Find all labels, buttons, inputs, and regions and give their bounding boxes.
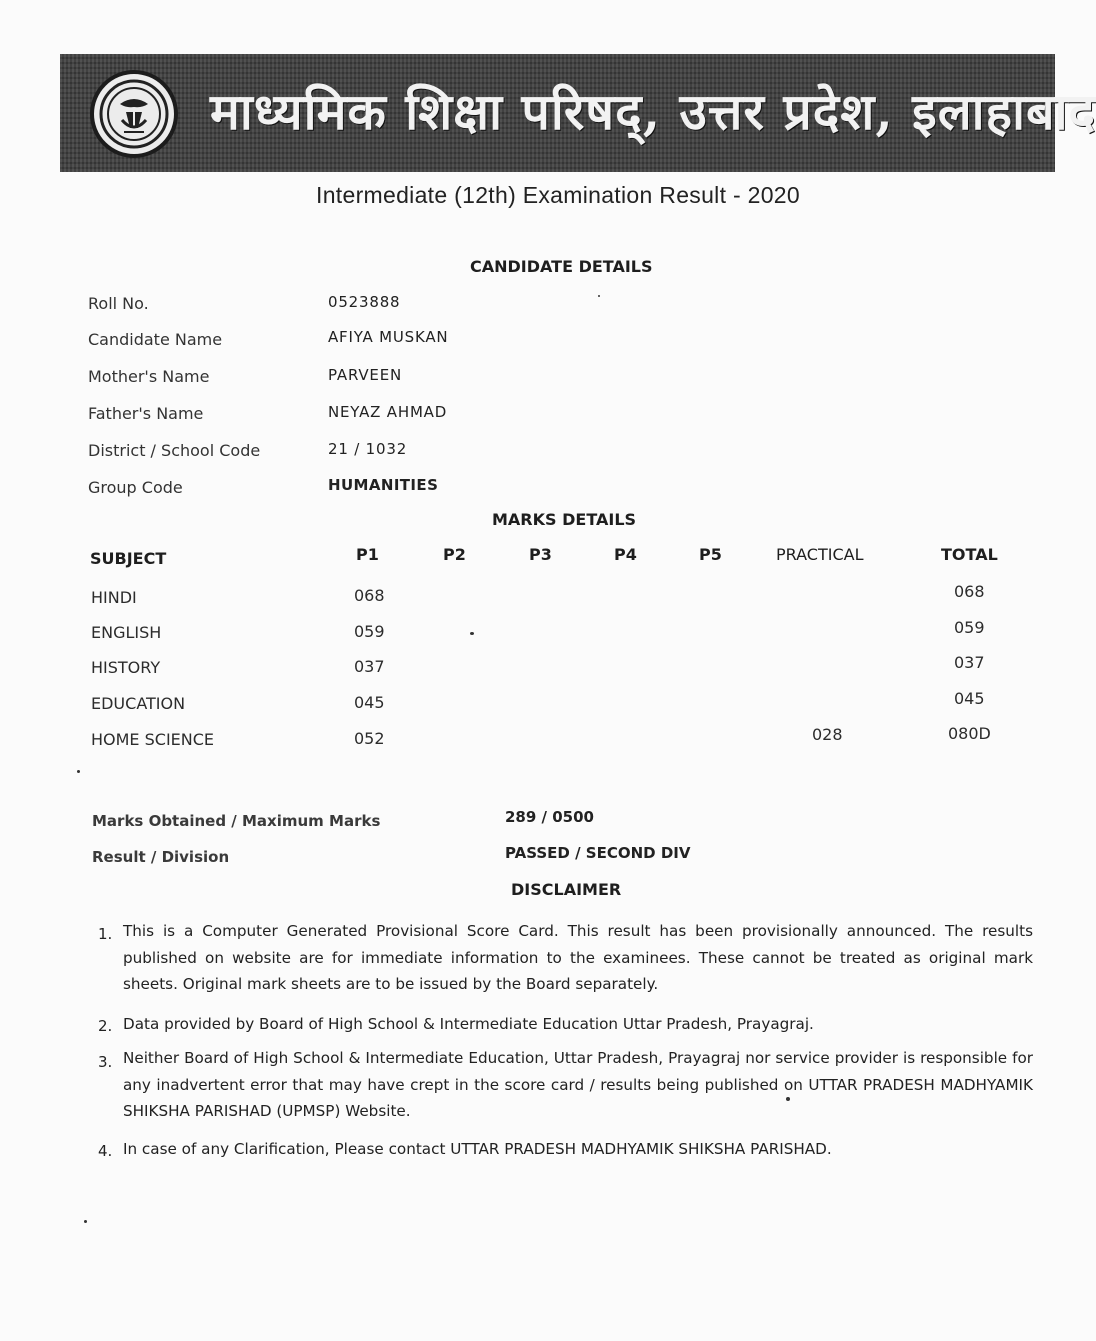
exam-title: Intermediate (12th) Examination Result - 2020 [316,182,800,208]
scan-speck [77,770,80,773]
subject-cell: ENGLISH [91,623,162,642]
p1-cell: 045 [354,693,385,712]
subject-cell: HINDI [91,588,137,607]
column-header-p4: P4 [614,545,637,564]
candidate-name-label: Candidate Name [88,330,223,349]
disclaimer-number: 4. [98,1142,113,1160]
disclaimer-number: 3. [98,1053,113,1071]
column-header-subject: SUBJECT [90,549,167,568]
result-division-label: Result / Division [92,848,230,866]
column-header-p1: P1 [356,545,379,564]
column-header-p3: P3 [529,545,552,564]
marks-obtained-label: Marks Obtained / Maximum Marks [92,812,381,830]
scan-speck [84,1220,87,1223]
p1-cell: 068 [354,586,385,605]
total-cell: 068 [954,582,985,601]
p1-cell: 059 [354,622,385,641]
roll-no-value: 0523888 [328,293,401,311]
disclaimer-item: Data provided by Board of High School & Intermediate Education Uttar Pradesh, Prayagraj. [123,1015,814,1033]
marks-obtained-value: 289 / 0500 [505,808,594,826]
board-title: माध्यमिक शिक्षा परिषद्, उत्तर प्रदेश, इलाहाबाद [210,82,1096,141]
column-header-p5: P5 [699,545,722,564]
marks-details-heading: MARKS DETAILS [492,510,637,529]
father-name-value: NEYAZ AHMAD [328,403,448,421]
candidate-name-value: AFIYA MUSKAN [328,328,449,346]
father-name-label: Father's Name [88,404,204,423]
up-government-emblem-icon [90,70,178,158]
subject-cell: HOME SCIENCE [91,730,215,749]
subject-cell: HISTORY [91,658,161,677]
disclaimer-number: 1. [98,925,113,943]
total-cell: 045 [954,689,985,708]
group-code-value: HUMANITIES [328,476,439,494]
subject-cell: EDUCATION [91,694,186,713]
disclaimer-item: This is a Computer Generated Provisional Score Card. This result has been provisionally announced. The results published on website are for immediate information to the examinees. These cannot be treated as original mark sheets. Original mark sheets are to be issued by the Board separately. [123,922,1033,993]
p1-cell: 052 [354,729,385,748]
disclaimer-heading: DISCLAIMER [511,880,622,899]
total-cell: 037 [954,653,985,672]
total-cell: 059 [954,618,985,637]
column-header-practical: PRACTICAL [776,545,864,564]
district-school-code-value: 21 / 1032 [328,440,408,458]
candidate-details-heading: CANDIDATE DETAILS [470,257,653,276]
practical-cell: 028 [812,725,843,744]
scan-speck [786,1097,790,1101]
column-header-p2: P2 [443,545,466,564]
group-code-label: Group Code [88,478,183,497]
header-banner [60,54,1096,172]
disclaimer-item: Neither Board of High School & Intermediate Education, Uttar Pradesh, Prayagraj nor service provider is responsible for any inadvertent error that may have crept in the score card / results being published on UTTAR PRADESH MADHYAMIK SHIKSHA PARISHAD (UPMSP) Website. [123,1049,1033,1120]
roll-no-label: Roll No. [88,294,149,313]
district-school-code-label: District / School Code [88,441,261,460]
mother-name-value: PARVEEN [328,366,402,384]
scan-speck [598,295,600,297]
result-division-value: PASSED / SECOND DIV [505,844,691,862]
total-cell: 080D [948,724,991,743]
column-header-total: TOTAL [941,545,998,564]
scan-speck [470,632,474,635]
mother-name-label: Mother's Name [88,367,210,386]
p1-cell: 037 [354,657,385,676]
disclaimer-item: In case of any Clarification, Please contact UTTAR PRADESH MADHYAMIK SHIKSHA PARISHAD. [123,1140,832,1158]
disclaimer-number: 2. [98,1017,113,1035]
